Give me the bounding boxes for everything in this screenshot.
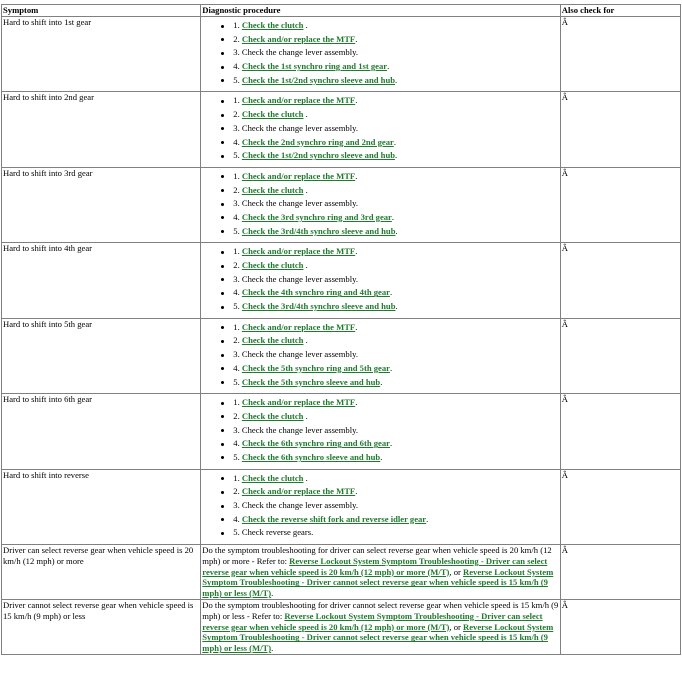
- step-number: 1.: [233, 170, 242, 181]
- symptom-cell: Hard to shift into reverse: [2, 469, 201, 544]
- step-number: 5.: [233, 74, 242, 85]
- procedure-step: [233, 526, 559, 540]
- symptom-cell: Hard to shift into 2nd gear: [2, 92, 201, 167]
- procedure-step: [233, 60, 559, 74]
- step-number: 5.: [233, 150, 242, 161]
- step-punctuation: .: [393, 136, 396, 147]
- diagnostic-procedure-cell: [201, 17, 561, 92]
- step-number: 1.: [233, 397, 242, 408]
- procedure-step: [233, 424, 559, 438]
- procedure-link[interactable]: Check the 2nd synchro ring and 2nd gear: [241, 136, 394, 147]
- procedure-link[interactable]: Check the clutch: [241, 184, 304, 195]
- table-row: [2, 545, 681, 600]
- step-number: 3.: [233, 500, 242, 510]
- also-check-for-cell: Â: [560, 243, 680, 318]
- procedure-link[interactable]: Check the 6th synchro sleeve and hub: [241, 451, 381, 462]
- diagnostic-procedure-cell: [201, 318, 561, 393]
- procedure-step: [233, 94, 559, 108]
- table-row: [2, 17, 681, 92]
- also-check-for-cell: Â: [560, 545, 680, 600]
- table-body: [2, 17, 681, 655]
- paragraph-text: , or: [449, 621, 464, 632]
- procedure-step-list: [202, 396, 559, 464]
- step-punctuation: .: [395, 225, 398, 236]
- step-punctuation: .: [303, 109, 308, 120]
- reverse-lockout-link[interactable]: Reverse Lockout System Symptom Troubleshooting - Driver can select reverse gear when vehicle speed is 20 km/h (12 mph) or more (M/T): [202, 555, 548, 577]
- step-number: 2.: [233, 486, 242, 497]
- symptom-cell: Hard to shift into 1st gear: [2, 17, 201, 92]
- procedure-step: [233, 286, 559, 300]
- procedure-step: [233, 211, 559, 225]
- also-check-for-cell: Â: [560, 600, 680, 655]
- procedure-link[interactable]: Check the 1st/2nd synchro sleeve and hub: [241, 150, 395, 161]
- step-punctuation: .: [303, 335, 308, 346]
- step-number: 5.: [233, 376, 242, 387]
- procedure-link[interactable]: Check and/or replace the MTF: [241, 486, 356, 497]
- diagnostic-procedure-cell: [201, 469, 561, 544]
- step-punctuation: .: [391, 211, 395, 222]
- procedure-link[interactable]: Check the 5th synchro sleeve and hub: [241, 376, 381, 387]
- also-check-for-cell: Â: [560, 394, 680, 469]
- header-symptom: Symptom: [2, 5, 201, 17]
- procedure-step: [233, 437, 559, 451]
- procedure-step: [233, 197, 559, 211]
- procedure-step: [233, 451, 559, 465]
- step-text: Check the change lever assembly.: [241, 122, 359, 133]
- diagnostic-procedure-cell: [201, 394, 561, 469]
- step-punctuation: .: [395, 301, 398, 312]
- step-number: 4.: [233, 136, 242, 147]
- step-number: 2.: [233, 410, 242, 421]
- procedure-link[interactable]: Check the 1st synchro ring and 1st gear: [241, 61, 388, 72]
- diagnostic-procedure-cell: [201, 92, 561, 167]
- procedure-link[interactable]: Check and/or replace the MTF: [241, 246, 356, 257]
- procedure-step-list: [202, 19, 559, 87]
- table-row: [2, 394, 681, 469]
- symptom-cell: Driver cannot select reverse gear when vehicle speed is 15 km/h (9 mph) or less: [2, 600, 201, 655]
- procedure-step: [233, 33, 559, 47]
- step-number: 5.: [233, 225, 242, 236]
- step-number: 2.: [233, 260, 242, 270]
- table-row: [2, 469, 681, 544]
- procedure-link[interactable]: Check and/or replace the MTF: [241, 95, 356, 106]
- reverse-lockout-link[interactable]: Reverse Lockout System Symptom Troubleshooting - Driver cannot select reverse gear when vehicle speed is 15 km/h (9 mph) or less (M/T): [202, 621, 554, 654]
- procedure-link[interactable]: Check and/or replace the MTF: [241, 33, 356, 44]
- procedure-step: [233, 74, 559, 88]
- procedure-step: [233, 499, 559, 513]
- step-punctuation: .: [355, 246, 358, 257]
- procedure-link[interactable]: Check the 3rd/4th synchro sleeve and hub: [241, 301, 396, 312]
- step-punctuation: .: [387, 61, 390, 72]
- procedure-step: [233, 485, 559, 499]
- step-number: 3.: [233, 122, 242, 133]
- procedure-link[interactable]: Check the 5th synchro ring and 5th gear: [241, 362, 390, 373]
- step-text: Check the change lever assembly.: [241, 349, 359, 360]
- header-row: [2, 5, 681, 17]
- step-punctuation: .: [303, 260, 308, 270]
- procedure-step-list: [202, 321, 559, 389]
- symptom-cell: Hard to shift into 5th gear: [2, 318, 201, 393]
- step-punctuation: .: [395, 74, 398, 85]
- reverse-lockout-link[interactable]: Reverse Lockout System Symptom Troubleshooting - Driver cannot select reverse gear when vehicle speed is 15 km/h (9 mph) or less (M/T): [202, 566, 554, 599]
- step-number: 1.: [233, 246, 242, 257]
- procedure-paragraph: [202, 600, 559, 654]
- procedure-step: [233, 334, 559, 348]
- step-punctuation: .: [355, 486, 358, 497]
- also-check-for-cell: Â: [560, 469, 680, 544]
- step-text: Check the change lever assembly.: [241, 273, 359, 284]
- procedure-step: [233, 225, 559, 239]
- step-punctuation: .: [380, 451, 383, 462]
- procedure-step: [233, 513, 559, 527]
- procedure-link[interactable]: Check the clutch: [241, 410, 304, 421]
- procedure-step: [233, 108, 559, 122]
- table-row: [2, 92, 681, 167]
- procedure-link[interactable]: Check and/or replace the MTF: [241, 397, 356, 408]
- step-text: Check the change lever assembly.: [241, 47, 359, 58]
- step-number: 4.: [233, 362, 242, 373]
- paragraph-text: , or: [449, 566, 464, 577]
- step-punctuation: .: [355, 33, 358, 44]
- table-row: [2, 167, 681, 242]
- diagnostic-procedure-cell: [201, 243, 561, 318]
- table-row: [2, 318, 681, 393]
- procedure-link[interactable]: Check the clutch: [241, 335, 304, 346]
- procedure-step: [233, 19, 559, 33]
- step-number: 5.: [233, 527, 242, 538]
- step-number: 3.: [233, 424, 242, 435]
- procedure-step-list: [202, 94, 559, 162]
- step-punctuation: .: [303, 410, 308, 421]
- step-punctuation: .: [355, 397, 358, 408]
- step-punctuation: .: [395, 150, 398, 161]
- step-number: 5.: [233, 301, 242, 312]
- step-punctuation: .: [355, 170, 358, 181]
- procedure-link[interactable]: Check the clutch: [241, 472, 304, 483]
- procedure-link[interactable]: Check the 6th synchro ring and 6th gear: [241, 438, 390, 449]
- procedure-step: [233, 46, 559, 60]
- step-punctuation: .: [426, 513, 429, 524]
- step-text: Check the change lever assembly.: [241, 500, 359, 510]
- step-number: 4.: [233, 61, 242, 72]
- paragraph-text: Do the symptom troubleshooting for driver cannot select reverse gear when vehicle speed is 15 km/h (9 mph) or less - Refer to:: [202, 600, 559, 621]
- procedure-step: [233, 136, 559, 150]
- step-number: 2.: [233, 109, 242, 120]
- procedure-step: [233, 259, 559, 273]
- step-punctuation: .: [389, 362, 393, 373]
- procedure-step: [233, 170, 559, 184]
- procedure-step: [233, 348, 559, 362]
- step-text: Check reverse gears.: [241, 527, 314, 538]
- step-number: 3.: [233, 198, 242, 209]
- procedure-link[interactable]: Check the clutch: [241, 260, 304, 270]
- step-number: 4.: [233, 211, 242, 222]
- procedure-link[interactable]: Check the clutch: [241, 109, 304, 120]
- step-punctuation: .: [355, 321, 358, 332]
- symptom-troubleshooting-table: [1, 4, 681, 655]
- procedure-step: [233, 321, 559, 335]
- step-punctuation: .: [389, 438, 393, 449]
- procedure-step-list: [202, 170, 559, 238]
- symptom-cell: Hard to shift into 4th gear: [2, 243, 201, 318]
- step-number: 4.: [233, 287, 242, 298]
- procedure-step: [233, 184, 559, 198]
- step-number: 1.: [233, 95, 242, 106]
- procedure-step: [233, 300, 559, 314]
- procedure-step: [233, 472, 559, 486]
- step-punctuation: .: [303, 472, 308, 483]
- paragraph-text: .: [271, 643, 274, 654]
- header-diagnostic-procedure: Diagnostic procedure: [201, 5, 561, 17]
- procedure-step: [233, 122, 559, 136]
- step-number: 2.: [233, 184, 242, 195]
- step-number: 3.: [233, 273, 242, 284]
- procedure-step-list: [202, 472, 559, 540]
- step-punctuation: .: [389, 287, 393, 298]
- diagnostic-procedure-cell: [201, 167, 561, 242]
- step-text: Check the change lever assembly.: [241, 198, 359, 209]
- paragraph-text: .: [271, 588, 274, 599]
- step-number: 1.: [233, 321, 242, 332]
- procedure-step: [233, 376, 559, 390]
- symptom-cell: Driver can select reverse gear when vehicle speed is 20 km/h (12 mph) or more: [2, 545, 201, 600]
- procedure-link[interactable]: Check the 3rd/4th synchro sleeve and hub: [241, 225, 396, 236]
- step-number: 2.: [233, 33, 242, 44]
- step-number: 3.: [233, 47, 242, 58]
- step-number: 5.: [233, 451, 242, 462]
- step-text: Check the change lever assembly.: [241, 424, 359, 435]
- also-check-for-cell: Â: [560, 167, 680, 242]
- step-number: 1.: [233, 472, 242, 483]
- step-punctuation: .: [303, 184, 308, 195]
- step-number: 4.: [233, 513, 242, 524]
- step-punctuation: .: [380, 376, 383, 387]
- procedure-link[interactable]: Check the reverse shift fork and reverse idler gear: [241, 513, 427, 524]
- also-check-for-cell: Â: [560, 92, 680, 167]
- symptom-cell: Hard to shift into 6th gear: [2, 394, 201, 469]
- procedure-link[interactable]: Check the 4th synchro ring and 4th gear: [241, 287, 390, 298]
- step-number: 1.: [233, 20, 242, 30]
- procedure-step: [233, 410, 559, 424]
- step-number: 4.: [233, 438, 242, 449]
- step-number: 3.: [233, 349, 242, 360]
- step-punctuation: .: [355, 95, 358, 106]
- header-also-check-for: Also check for: [560, 5, 680, 17]
- step-punctuation: .: [303, 20, 308, 30]
- also-check-for-cell: Â: [560, 17, 680, 92]
- procedure-step: [233, 396, 559, 410]
- symptom-cell: Hard to shift into 3rd gear: [2, 167, 201, 242]
- procedure-link[interactable]: Check the clutch: [241, 20, 304, 30]
- procedure-step: [233, 149, 559, 163]
- table-row: [2, 243, 681, 318]
- procedure-step-list: [202, 245, 559, 313]
- procedure-step: [233, 273, 559, 287]
- reverse-lockout-link[interactable]: Reverse Lockout System Symptom Troubleshooting - Driver can select reverse gear when vehicle speed is 20 km/h (12 mph) or more (M/T): [202, 610, 543, 632]
- step-number: 2.: [233, 335, 242, 346]
- procedure-link[interactable]: Check the 1st/2nd synchro sleeve and hub: [241, 74, 395, 85]
- procedure-paragraph: [202, 545, 559, 599]
- paragraph-text: Do the symptom troubleshooting for driver can select reverse gear when vehicle speed is 20 km/h (12 mph) or more - Refer to:: [202, 545, 552, 566]
- procedure-link[interactable]: Check and/or replace the MTF: [241, 170, 356, 181]
- procedure-step: [233, 362, 559, 376]
- table-row: [2, 600, 681, 655]
- also-check-for-cell: Â: [560, 318, 680, 393]
- procedure-step: [233, 245, 559, 259]
- diagnostic-procedure-cell: [201, 545, 561, 600]
- procedure-link[interactable]: Check and/or replace the MTF: [241, 321, 356, 332]
- diagnostic-procedure-cell: [201, 600, 561, 655]
- procedure-link[interactable]: Check the 3rd synchro ring and 3rd gear: [241, 211, 392, 222]
